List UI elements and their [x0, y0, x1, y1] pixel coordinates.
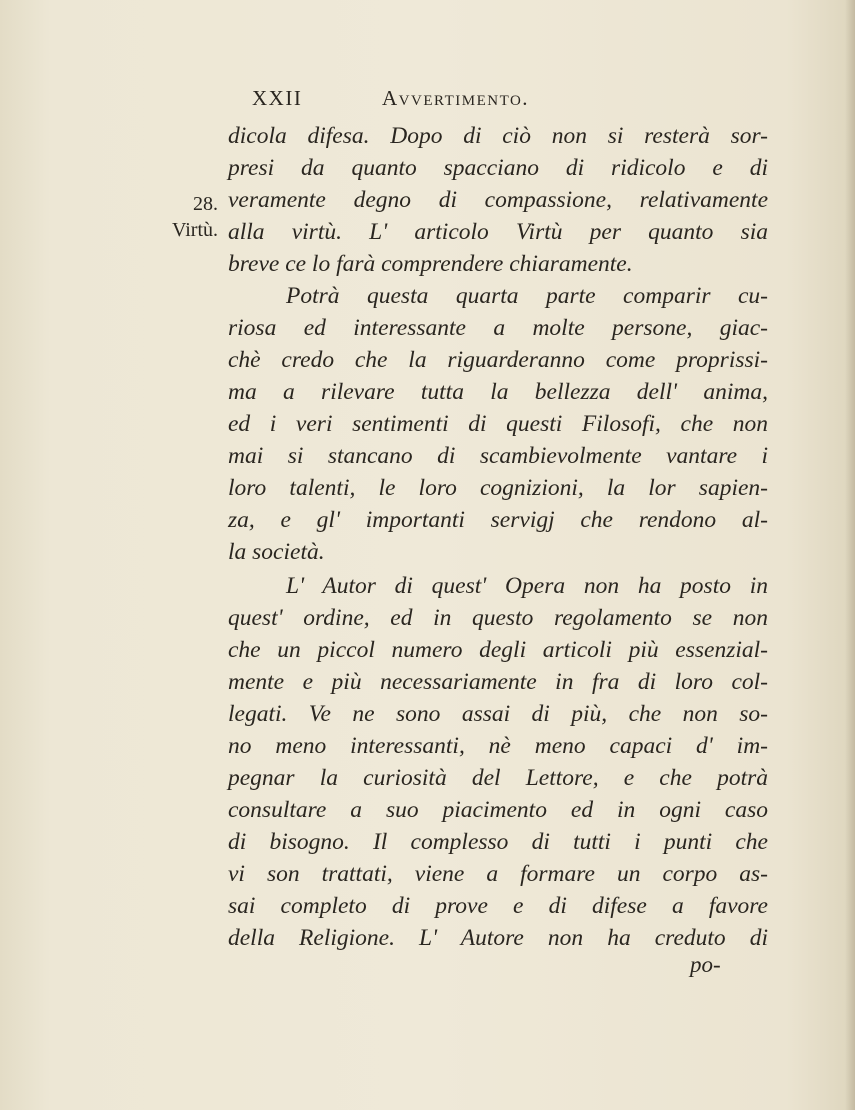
text-line: mente e più necessariamente in fra di loro col-	[228, 669, 768, 695]
page-edge-shadow	[845, 0, 855, 1110]
page-number: XXII	[252, 86, 303, 110]
text-line: no meno interessanti, nè meno capaci d' im-	[228, 733, 768, 759]
margin-note-virtu: Virtù.	[171, 219, 218, 241]
catchword: po-	[690, 952, 721, 977]
text-line: consultare a suo piacimento ed in ogni caso	[228, 797, 768, 823]
text-line: veramente degno di compassione, relativamente	[228, 187, 768, 213]
text-line: za, e gl' importanti servigj che rendono al-	[228, 507, 768, 533]
text-line: vi son trattati, viene a formare un corpo as-	[228, 861, 768, 887]
text-line: L' Autor di quest' Opera non ha posto in	[286, 573, 768, 599]
text-line: la società.	[228, 539, 325, 565]
text-line: quest' ordine, ed in questo regolamento se non	[228, 605, 768, 631]
text-line: di bisogno. Il complesso di tutti i punti che	[228, 829, 768, 855]
text-line: riosa ed interessante a molte persone, giac-	[228, 315, 768, 341]
text-line: breve ce lo farà comprendere chiaramente.	[228, 251, 633, 277]
text-line: chè credo che la riguarderanno come proprissi-	[228, 347, 768, 373]
margin-note-number: 28.	[193, 193, 218, 215]
text-line: sai completo di prove e di difese a favore	[228, 893, 768, 919]
text-line: legati. Ve ne sono assai di più, che non so-	[228, 701, 768, 727]
text-line: pegnar la curiosità del Lettore, e che potrà	[228, 765, 768, 791]
text-line: della Religione. L' Autore non ha creduto di	[228, 925, 768, 951]
text-line: che un piccol numero degli articoli più essenzial-	[228, 637, 768, 663]
text-line: loro talenti, le loro cognizioni, la lor sapien-	[228, 475, 768, 501]
text-line: mai si stancano di scambievolmente vantare i	[228, 443, 768, 469]
text-line: ma a rilevare tutta la bellezza dell' anima,	[228, 379, 768, 405]
text-line: ed i veri sentimenti di questi Filosofi, che non	[228, 411, 768, 437]
text-line: dicola difesa. Dopo di ciò non si resterà sor-	[228, 123, 768, 149]
text-line: Potrà questa quarta parte comparir cu-	[286, 283, 768, 309]
page-header	[252, 86, 772, 116]
text-line: presi da quanto spacciano di ridicolo e di	[228, 155, 768, 181]
running-title: Avvertimento.	[382, 86, 530, 110]
text-line: alla virtù. L' articolo Virtù per quanto sia	[228, 219, 768, 245]
